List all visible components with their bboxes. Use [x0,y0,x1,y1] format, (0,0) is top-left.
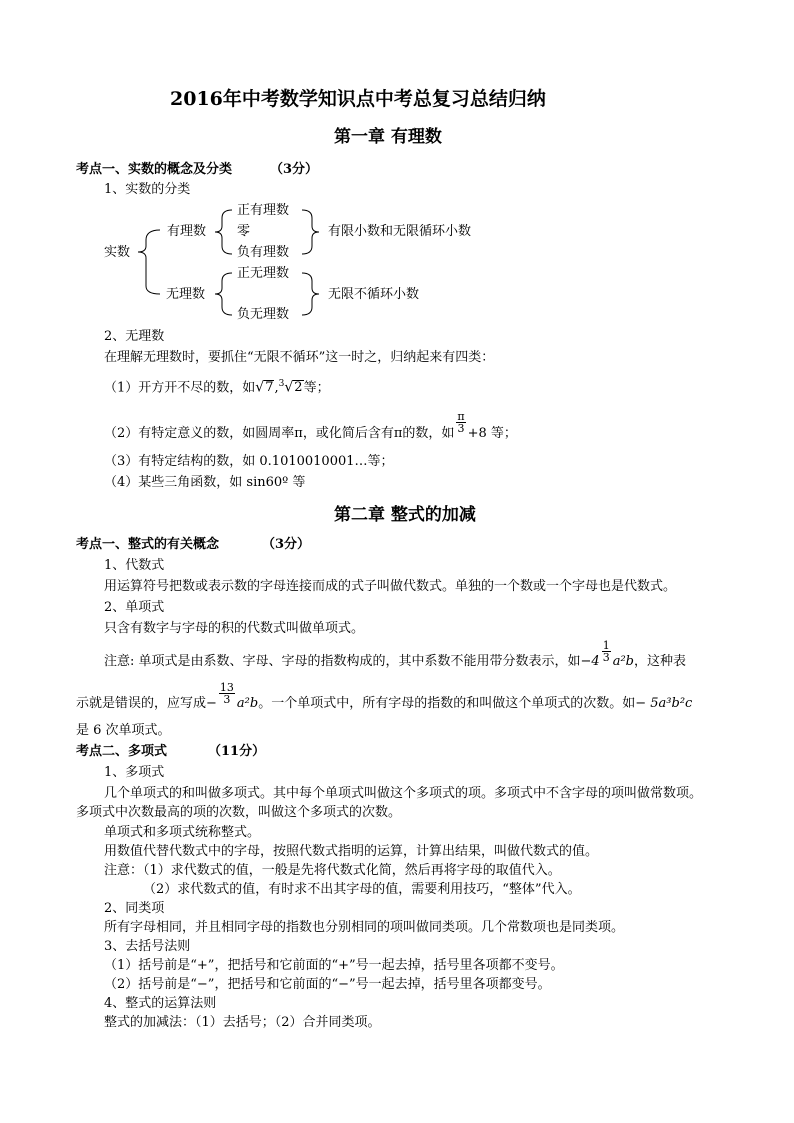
polynomial-def-2: 多项式中次数最高的项的次数，叫做这个多项式的次数。 [76,805,402,820]
fraction-pi-over-3: $\frac{\pi}{3}$ [457,410,465,435]
tree-rational-note: 有限小数和无限循环小数 [328,224,472,239]
irrational-type-1: （1）开方开不尽的数，如√7,$^3$√2等； [104,379,330,396]
expr-value-note-2: （2）求代数式的值，有时求不出其字母的值，需要利用技巧，“整体”代入。 [143,882,581,897]
section-irrational: 2、无理数 [104,329,165,344]
algebraic-expr-def: 用运算符号把数或表示数的字母连接而成的式子叫做代数式。单独的一个数或一个字母也是代数式。 [104,579,677,594]
chapter2-heading: 第二章 整式的加减 [334,505,476,525]
irrational-type-2: （2）有特定意义的数，如圆周率π，或化简后含有π的数，如 $\frac{\pi}{3}$ +8 等； [104,410,517,441]
tree-zero: 零 [237,224,251,239]
like-terms-def: 所有字母相同，并且相同字母的指数也分别相同的项叫做同类项。几个常数项也是同类项。 [104,920,625,935]
fraction-thirteen-thirds: $\frac{13}{3}$ [219,681,234,706]
tree-pos-irrational: 正无理数 [237,266,290,281]
monomial-note-line2: 示就是错误的，应写成− $\frac{13}{3}$ a²b。一个单项式中，所有字母的指数的和叫做这个单项式的次数。如− 5a³b²c [76,681,693,711]
parentheses-rule-2: （2）括号前是“−”，把括号和它前面的“−”号一起去掉，括号里各项都变号。 [104,977,551,992]
section-like-terms: 2、同类项 [104,901,165,916]
integral-expr-def: 单项式和多项式统称整式。 [104,825,261,840]
monomial-note-line1: 注意: 单项式是由系数、字母、字母的指数构成的，其中系数不能用带分数表示，如−4 $\frac{1}{3}$ a²b，这种表 [104,639,686,669]
chapter1-heading: 第一章 有理数 [334,127,442,147]
section-algebraic-expr: 1、代数式 [104,558,165,573]
mixed-fraction-one-third: $\frac{1}{3}$ [602,639,610,664]
kp1-score: （3分） [270,162,319,177]
kp2-1-score: （3分） [262,537,311,552]
tree-root: 实数 [104,245,131,260]
section-real-classification: 1、实数的分类 [104,182,191,197]
kp2-2-score: （11分） [208,744,266,759]
kp2-2-label: 考点二、多项式 [76,744,168,759]
monomial-def: 只含有数字与字母的积的代数式叫做单项式。 [104,621,365,636]
kp1-label: 考点一、实数的概念及分类 [76,162,233,177]
irrational-type-4: （4）某些三角函数，如 sin60º 等 [104,475,306,490]
irrational-intro: 在理解无理数时，要抓住“无限不循环”这一时之，归纳起来有四类： [104,350,495,365]
section-parentheses: 3、去括号法则 [104,939,191,954]
kp2-1-label: 考点一、整式的有关概念 [76,537,220,552]
addition-rule: 整式的加减法：（1）去括号；（2）合并同类项。 [104,1015,381,1030]
expr-value-note-1: 注意：（1）求代数式的值，一般是先将代数式化简，然后再将字母的取值代入。 [104,863,561,878]
tree-irrational: 无理数 [166,287,206,302]
tree-pos-rational: 正有理数 [237,203,290,218]
sqrt-radicand-2: 2 [294,380,303,396]
section-operation-rules: 4、整式的运算法则 [104,996,217,1011]
section-polynomial: 1、多项式 [104,765,165,780]
parentheses-rule-1: （1）括号前是“+”，把括号和它前面的“+”号一起去掉，括号里各项都不变号。 [104,958,564,973]
monomial-note-line3: 是 6 次单项式。 [76,723,171,738]
irrational-type-3: （3）有特定结构的数，如 0.1010010001…等； [104,454,394,469]
page-title: 2016年中考数学知识点中考总复习总结归纳 [170,88,546,110]
tree-neg-rational: 负有理数 [237,245,290,260]
tree-rational: 有理数 [167,224,207,239]
section-monomial: 2、单项式 [104,600,165,615]
expr-value-def: 用数值代替代数式中的字母，按照代数式指明的运算，计算出结果，叫做代数式的值。 [104,844,599,859]
polynomial-def-1: 几个单项式的和叫做多项式。其中每个单项式叫做这个多项式的项。多项式中不含字母的项叫做常数项。 [104,786,703,801]
sqrt-radicand-1: 7 [265,380,274,396]
tree-irrational-note: 无限不循环小数 [328,287,420,302]
tree-neg-irrational: 负无理数 [237,307,290,322]
